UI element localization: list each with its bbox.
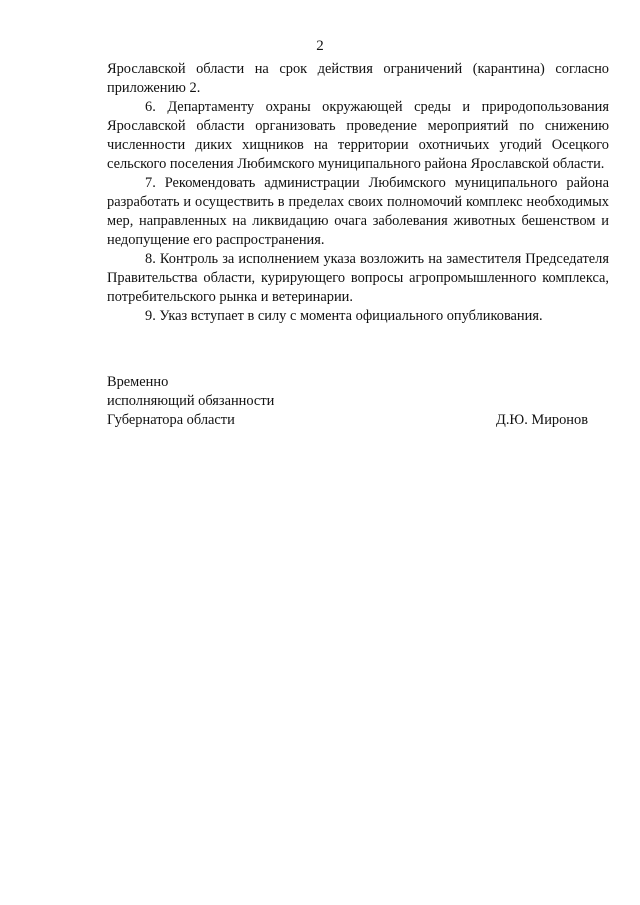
signature-block bbox=[107, 373, 588, 430]
paragraph-item-6: 6. Департаменту охраны окружающей среды и природопользования Ярославской области организовать проведение мероприятий по снижению численности диких хищников на территории охотничьих угодий Осецкого сельского поселения Любимского муниципального района Ярославской области. bbox=[107, 99, 609, 172]
signatory-title-line-3: Губернатора области bbox=[107, 412, 235, 428]
signatory-name: Д.Ю. Миронов bbox=[496, 412, 588, 428]
page-number: 2 bbox=[316, 38, 324, 54]
signatory-title-line-2: исполняющий обязанности bbox=[107, 393, 275, 409]
signatory-title-line-1: Временно bbox=[107, 374, 169, 390]
paragraph-continuation: Ярославской области на срок действия ограничений (карантина) согласно приложению 2. bbox=[107, 61, 609, 96]
signatory-row bbox=[107, 411, 588, 430]
paragraph-item-8: 8. Контроль за исполнением указа возложить на заместителя Председателя Правительства области, курирующего вопросы агропромышленного комплекса, потребительского рынка и ветеринарии. bbox=[107, 251, 609, 305]
paragraph-item-7: 7. Рекомендовать администрации Любимского муниципального района разработать и осуществить в пределах своих полномочий комплекс необходимых мер, направленных на ликвидацию очага заболевания животных бешенством и недопущение его распространения. bbox=[107, 175, 609, 248]
paragraph-item-9: 9. Указ вступает в силу с момента официального опубликования. bbox=[145, 308, 543, 324]
document-body bbox=[107, 60, 609, 326]
